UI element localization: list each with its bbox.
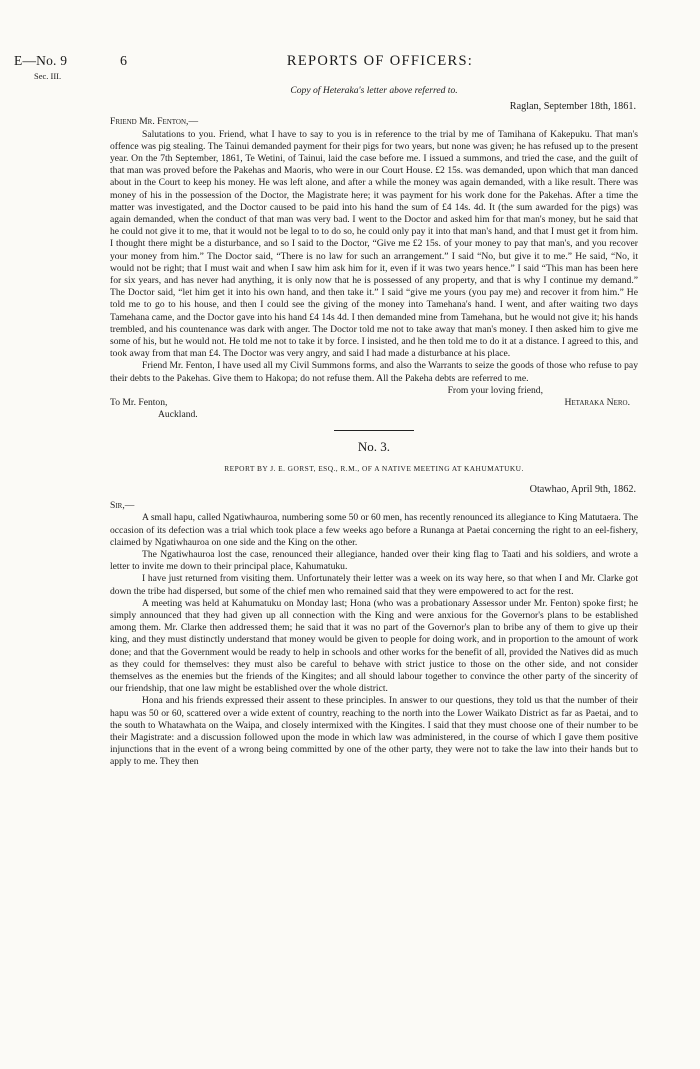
letter-paragraph: Friend Mr. Fenton, I have used all my Civil Summons forms, and also the Warrants to seize the goods of those who refuse to pay their debts to the Pakehas. Give them to Hakopa; do not refuse them. All the Pakeha debts are referred to me. <box>110 360 638 384</box>
report-number: No. 3. <box>357 439 391 455</box>
addressee-city: Auckland. <box>158 409 198 421</box>
letter-signature: Hetaraka Nero. <box>564 397 630 409</box>
paper-reference: E—No. 9 <box>14 53 68 68</box>
report-paragraph: Hona and his friends expressed their assent to these principles. In answer to our questions, they told us that the number of their hapu was 50 or 60, scattered over a wide extent of country, reaching to the north into the Lower Waikato District as far as Paetai, and to the south to Whatawhata on the Waipa, and closely intermixed with the Kingites. I said that they must choose one of their number to be their Magistrate: and a discussion followed upon the mode in which law was administered, in the course of which I gave them positive injunctions that in the event of a wrong being committed by one of the other party, they were not to take the law into their hands but to apply to me. They then <box>110 695 638 768</box>
page-number: 6 <box>120 54 127 69</box>
section-divider <box>334 430 414 431</box>
report-paragraph: A meeting was held at Kahumatuku on Monday last; Hona (who was a probationary Assessor under Mr. Fenton) spoke first; he simply announced that they had given up all connection with the King and were anxious for the Governor's plans to be established among them. Mr. Clarke then addressed them; he said that it was no part of the Governor's plan to bribe any of them to give up their king, and they must distinctly understand that money would be given to people for doing work, and in proportion to the amount of work done; and that the Government would be ready to help in schools and other works for the benefit of all, provided the Natives did as much as they could for themselves: they must also be careful to behave with strict justice to those on the other side, and not consider themselves as the enemies but the friends of the Kingites; and all should labour together to convince the other party of the sincerity of our friendship, that one law might be established over the whole district. <box>110 597 638 695</box>
report-paragraph: I have just returned from visiting them. Unfortunately their letter was a week on its way here, so that when I and Mr. Clarke got down the tribe had dispersed, but some of the chief men who remained said that they were empowered to act for the rest. <box>110 573 638 597</box>
letter-salutation: Friend Mr. Fenton,— <box>110 116 199 128</box>
report-place-date: Otawhao, April 9th, 1862. <box>529 483 636 495</box>
letter-paragraph: Salutations to you. Friend, what I have to say to you is in reference to the trial by me of Tamihana of Kakepuku. That man's offence was pig stealing. The Tainui demanded payment for their pigs for two years, but none was given; he has refused up to the present year. On the 7th September, 1861, Te Wetini, of Tainui, laid the case before me. I issued a summons, and tried the case, and the guilt of that man was proved before the Pakehas and Maoris, who were in our Court House. £2 15s. was demanded, upon which that man danced about in the Court to keep his money. He was left alone, and after a while the money was again demanded, with a like result. There was money of his in the possession of the Doctor, the Magistrate here; it was payment for his work done for the Pakehas. After a time the matter was investigated, and the Doctor caused to be paid into his hand the sum of £4 14s. 4d. It (the sum awarded for the pigs) was again demanded, when the conduct of that man was very bad. I went to the Doctor and asked him for that man's money, but he said that he could not give it to me, that it would not be legal to to do so, he could only pay it into that man's hand, and that I must get it from him. I thought there might be a disturbance, and so I said to the Doctor, “Give me £2 15s. of your money to pay that man's, and you recover your money from him.” The Doctor said, “There is no law for such an arrangement.” I said “No, but give it to me.” He said, “No, it would not be right; that I must wait and when I saw him ask him for it, even if it was two years hence.” I said “This man has been here for six years, and has never had anything, it is only now that he is possessed of any property, and that is why I continue my demand.” The Doctor said, “let him get it into his own hand, and then take it.” I said “give me yours (you pay me) and recover it from him.” He told me to go to his house, and then I could see the giving of the money into Tamehana's hand. I went, and after waiting two days Tamehana came, and the Doctor gave into his hand £4 14s 4d. I then demanded mine from Tamehana, but he would not give it; his hands trembled, and his countenance was dark with anger. The Doctor told me not to take away that man's money. I then asked him to give me some of his, but he would not. He told me not to take it by force. I insisted, and he then told me to do it at a distance. I agreed to this, and took away from that man £4. The Doctor was very angry, and said I had made a disturbance at his place. <box>110 128 638 360</box>
report-paragraph: The Ngatiwhauroa lost the case, renounced their allegiance, handed over their king flag to Taati and his soldiers, and wrote a letter to invite me down to their principal place, Kahumatuku. <box>110 548 638 573</box>
signature-row <box>110 397 638 409</box>
report-salutation: Sir,— <box>110 500 135 512</box>
running-title: REPORTS OF OFFICERS: <box>286 53 474 69</box>
letter-place-date: Raglan, September 18th, 1861. <box>509 101 636 113</box>
page-content <box>110 80 638 769</box>
addressee-line: To Mr. Fenton, <box>110 397 168 409</box>
report-title: REPORT BY J. E. GORST, ESQ., R.M., OF A NATIVE MEETING AT KAHUMATUKU. <box>224 463 524 473</box>
section-reference: Sec. III. <box>34 70 62 81</box>
letter-closing: From your loving friend, <box>447 384 543 396</box>
report-paragraph: A small hapu, called Ngatiwhauroa, numbering some 50 or 60 men, has recently renounced its allegiance to King Matutaera. The occasion of its defection was a trial which took place a few weeks ago before a Runanga at Paetai concerning the right to an eel-fishery, claimed by Ngatiwhauroa on one side and the King on the other. <box>110 512 638 548</box>
letter-intro: Copy of Heteraka's letter above referred to. <box>290 85 458 96</box>
